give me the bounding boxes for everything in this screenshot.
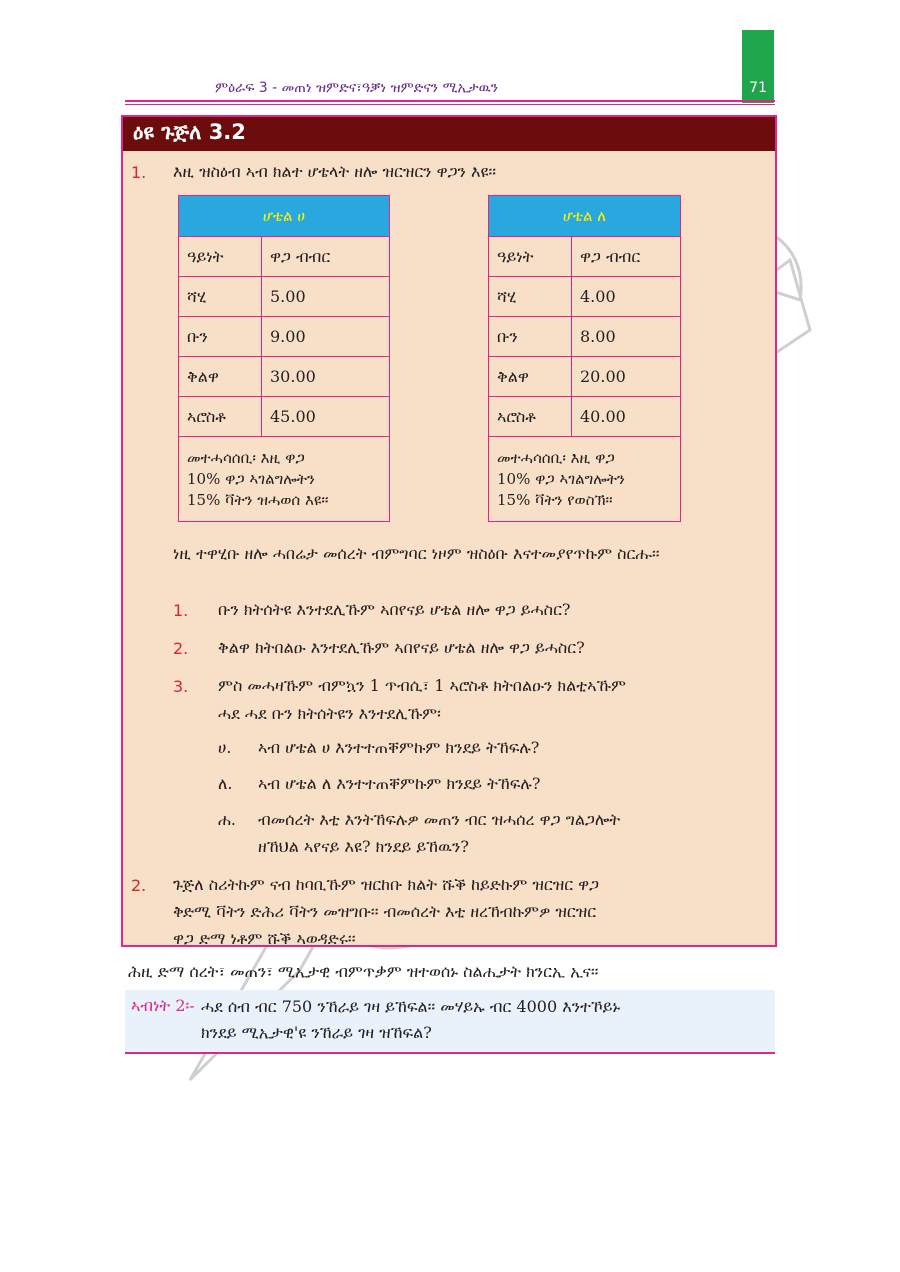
question-text: ቡን ክትሰትዩ እንተደሊኹም ኣበየናይ ሆቴል ዘሎ ዋጋ ይሓስር? [218,600,571,619]
note-line: መተሓሳሰቢ፡ እዚ ዋጋ [497,448,615,467]
subquestion-label: ሐ. [218,810,236,829]
panel-title: ዕዩ ጉጅለ 3.2 [133,120,246,144]
q2-text: ዋጋ ድማ ነቶም ሹቕ ኣወዳድሩ፡፡ [173,929,356,948]
intro-text: ነዚ ተዋሂቡ ዘሎ ሓበሬታ መሰረት ብምግባር ነዞም ዝስዕቡ እናተመያየጥኩም ስርሑ፡፡ [173,544,660,563]
item-cell: ሻሂ [179,277,262,317]
col-type: ዓይነት [489,237,572,277]
item-cell: ቡን [179,317,262,357]
subquestion-text: ኣብ ሆቴል ሀ እንተተጠቐምኩም ክንደይ ትኸፍሉ? [258,738,540,757]
table-row [489,277,681,317]
price-cell: 40.00 [572,397,681,437]
question-number: 1. [173,601,189,620]
price-cell: 20.00 [572,357,681,397]
hotel-b-note [489,437,681,522]
q2-text: ጉጅለ ስሪትኩም ናብ ከባቢኹም ዝርከቡ ክልት ሹቕ ከይድኩም ዝርዝር ዋጋ [173,875,600,894]
example-text [201,994,771,1046]
table-row [179,277,390,317]
subquestion-text: ኣብ ሆቴል ለ እንተተጠቐምኩም ክንደይ ትኸፍሉ? [258,774,541,793]
question-text: ምስ መሓዛኹም ብምኳን 1 ጥብሲ፣ 1 ኣሮስቶ ክትበልዑን ክልቲኣኹም [218,676,626,695]
item-cell: ቅልዋ [489,357,572,397]
item-cell: ኣሮስቶ [489,397,572,437]
note-line: 10% ዋጋ ኣገልግሎትን [187,469,315,488]
table-row [489,317,681,357]
group-work-panel [121,115,777,947]
note-line: መተሓሳሰቢ፡ እዚ ዋጋ [187,448,305,467]
note-line: 15% ቫትን የወስኽ፡፡ [497,490,613,509]
example-line: ሓደ ሰብ ብር 750 ንኸራይ ገዛ ይኸፍል፡፡ መሃይኡ ብር 4000 እንተኾይኑ [201,997,621,1016]
question-text: ቅልዋ ክትበልዑ እንተደሊኹም ኣበየናይ ሆቴል ዘሎ ዋጋ ይሓስር? [218,638,585,657]
question-text: ሓደ ሓደ ቡን ክትሰትዩን እንተደሊኹም፡ [218,704,441,723]
subquestion-text: ብመሰረት እቲ እንትኸፍሉዎ መጠን ብር ዝሓሰረ ዋጋ ግልጋሎት [258,810,621,829]
page-number: 71 [749,80,767,96]
panel-title-bar [123,117,775,151]
item-cell: ሻሂ [489,277,572,317]
item-cell: ኣሮስቶ [179,397,262,437]
closing-text: ሕዚ ድማ ሰረት፣ መጠን፣ ሚኢታዊ ብምጥቃም ዝተወሰኑ ስልሒታት ክንርኢ ኢና፡፡ [128,962,599,981]
price-cell: 45.00 [262,397,390,437]
subquestion-text: ዘኸህል ኣየናይ እዩ? ክንደይ ይኸዉን? [258,837,469,856]
hotel-a-table [178,195,390,522]
col-price: ዋጋ ብብር [262,237,390,277]
col-price: ዋጋ ብብር [572,237,681,277]
hotel-a-name: ሆቴል ሀ [179,196,390,237]
q2-number: 2. [131,876,147,895]
price-cell: 4.00 [572,277,681,317]
example-label: ኣብነት 2፡- [131,996,195,1015]
q1-text: እዚ ዝስዕብ ኣብ ክልተ ሆቴላት ዘሎ ዝርዝርን ዋጋን እዩ፡፡ [173,162,497,181]
price-cell: 8.00 [572,317,681,357]
chapter-header: ምዕራፍ 3 - መጠነ ዝምድና፣ዓቓነ ዝምድናን ሚኢታዉን [215,80,499,96]
note-line: 15% ቫትን ዝሓወሰ እዩ፡፡ [187,490,329,509]
col-type: ዓይነት [179,237,262,277]
table-row [179,357,390,397]
hotel-b-name: ሆቴል ለ [489,196,681,237]
q2-text: ቅድሚ ቫትን ድሕሪ ቫትን መዝግቡ፡፡ ብመሰረት እቲ ዘረኸብኩምዎ ዝርዝር [173,902,597,921]
price-cell: 9.00 [262,317,390,357]
hotel-a-note [179,437,390,522]
note-line: 10% ዋጋ ኣገልግሎትን [497,469,625,488]
example-box [125,990,775,1054]
question-number: 3. [173,677,189,696]
hotel-b-table [488,195,681,522]
price-cell: 30.00 [262,357,390,397]
example-line: ክንደይ ሚኢታዊ'ዩ ንኸራይ ገዛ ዝኸፍል? [201,1023,432,1042]
price-cell: 5.00 [262,277,390,317]
table-row [179,317,390,357]
header-rule [125,104,775,105]
table-row [489,357,681,397]
item-cell: ቡን [489,317,572,357]
subquestion-label: ለ. [218,774,233,793]
question-number: 2. [173,639,189,658]
q1-number: 1. [131,163,147,182]
subquestion-label: ሀ. [218,738,232,757]
item-cell: ቅልዋ [179,357,262,397]
table-row [489,397,681,437]
header-rule [125,100,775,102]
table-row [179,397,390,437]
